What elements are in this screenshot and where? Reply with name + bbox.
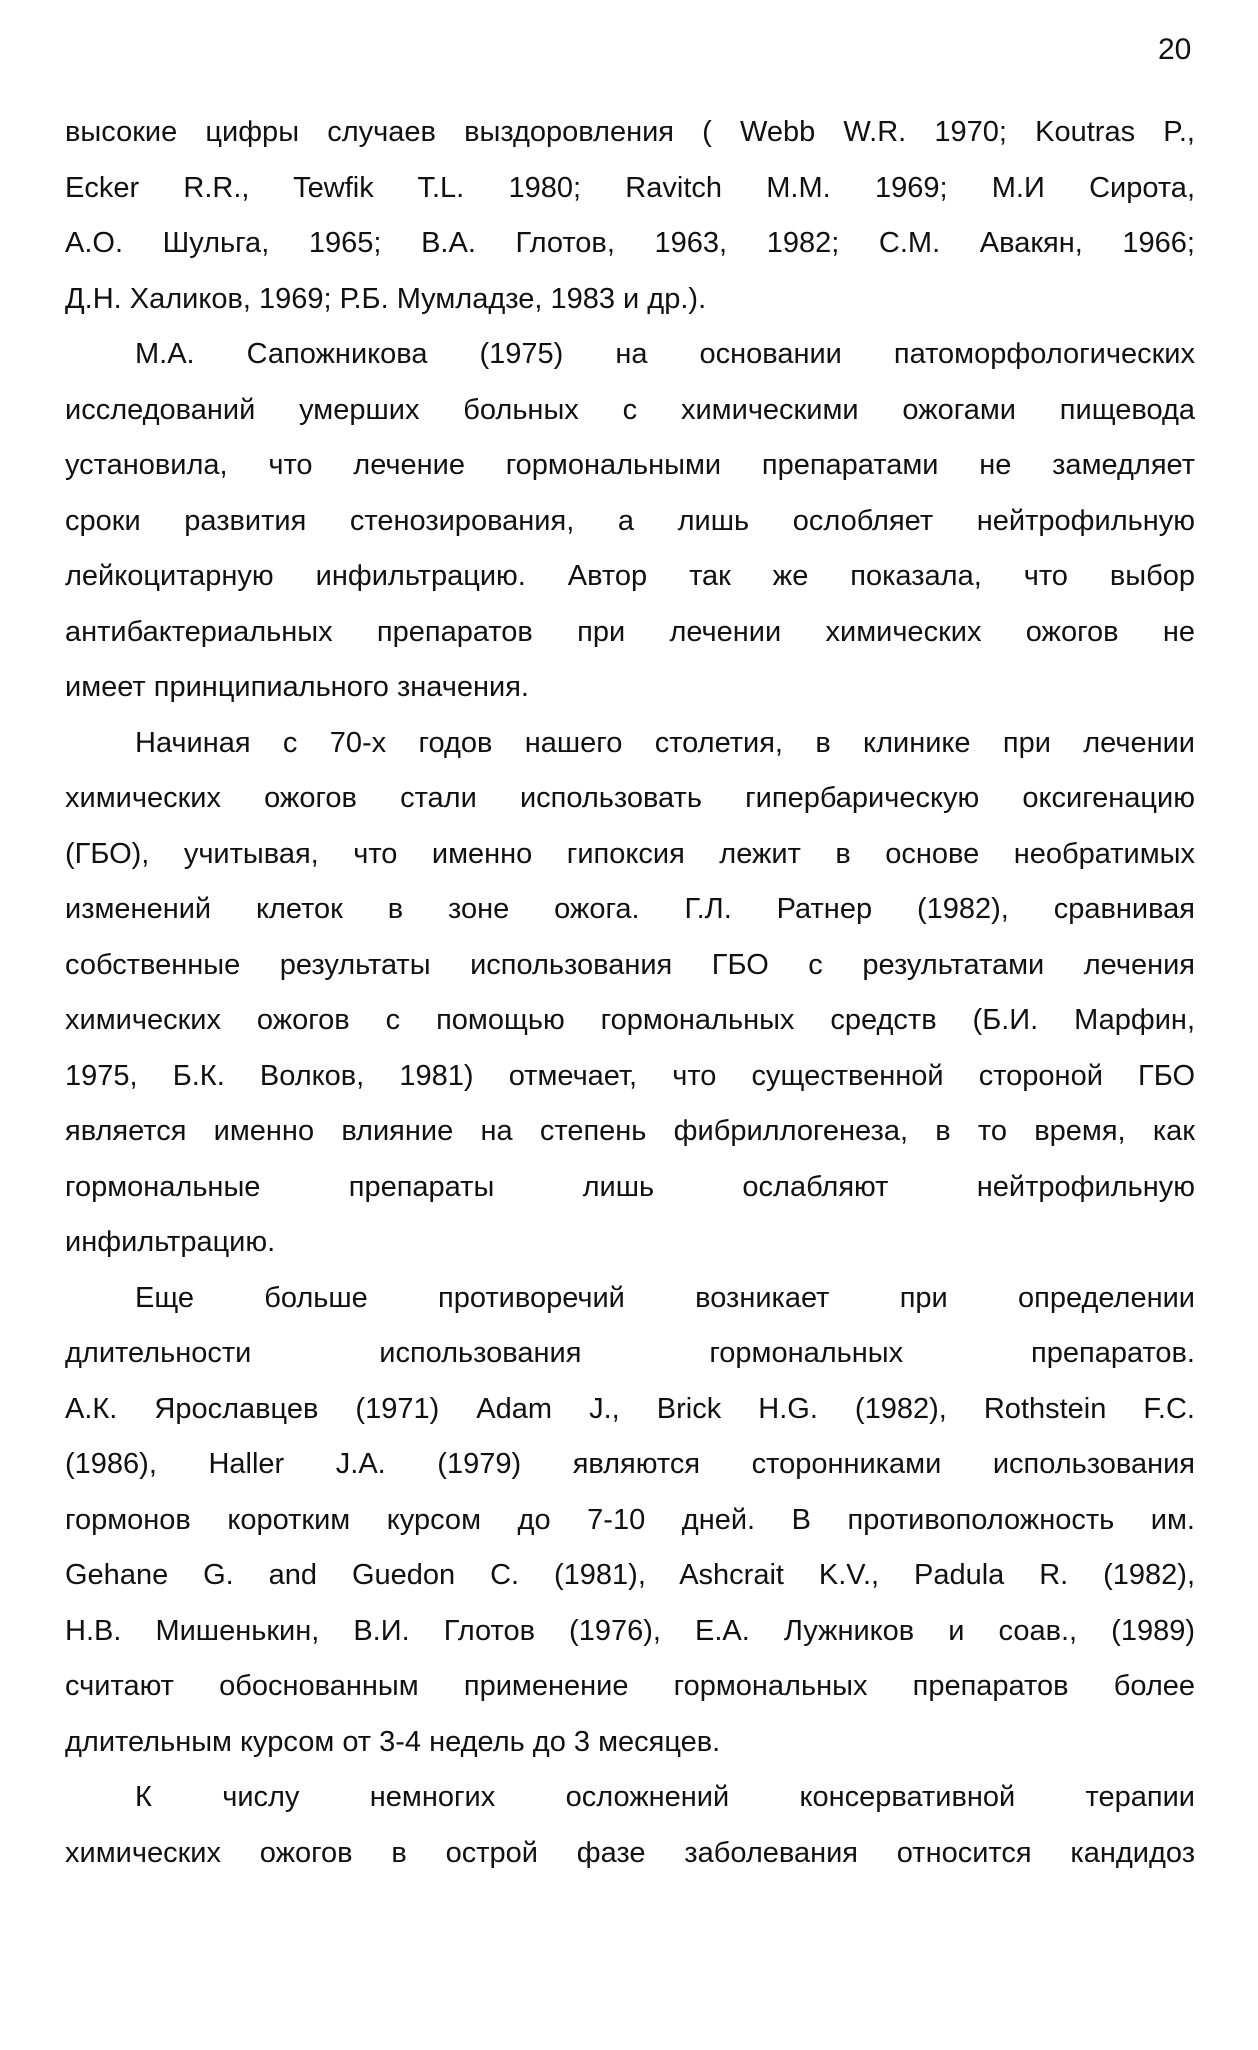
text-line: Gehane G. and Guedon C. (1981), Ashcrait K.V., Padula R. (1982), [65,1559,1195,1591]
text-line: Н.В. Мишенькин, В.И. Глотов (1976), Е.А. Лужников и соав., (1989) [65,1614,1195,1647]
text-line: антибактериальных препаратов при лечении химических ожогов не [65,615,1195,648]
text-line: Ecker R.R., Tewfik T.L. 1980; Ravitch M.M. 1969; М.И Сирота, [65,171,1195,204]
paragraph-first-line: Начиная с 70-х годов нашего столетия, в клинике при лечении [135,726,1195,759]
paragraph-first-line: К числу немногих осложнений консервативной терапии [135,1781,1195,1813]
text-line: инфильтрацию. [65,1226,276,1258]
text-line: 1975, Б.К. Волков, 1981) отмечает, что существенной стороной ГБО [65,1059,1195,1092]
text-line: сроки развития стенозирования, а лишь ослобляет нейтрофильную [65,504,1195,537]
text-line: А.К. Ярославцев (1971) Adam J., Brick H.G. (1982), Rothstein F.C. [65,1392,1195,1425]
text-line: высокие цифры случаев выздоровления ( Webb W.R. 1970; Koutras P., [65,116,1195,148]
text-line: (1986), Haller J.A. (1979) являются сторонниками использования [65,1448,1195,1480]
text-line: является именно влияние на степень фибриллогенеза, в то время, как [65,1115,1195,1147]
paragraph-first-line: М.А. Сапожникова (1975) на основании патоморфологических [135,338,1195,370]
text-line: химических ожогов с помощью гормональных средств (Б.И. Марфин, [65,1004,1195,1036]
text-line: (ГБО), учитывая, что именно гипоксия лежит в основе необратимых [65,837,1195,870]
text-line: установила, что лечение гормональными препаратами не замедляет [65,449,1195,481]
text-line: лейкоцитарную инфильтрацию. Автор так же показала, что выбор [65,560,1195,592]
text-line: Д.Н. Халиков, 1969; Р.Б. Мумладзе, 1983 и др.). [65,282,707,315]
text-line: гормональные препараты лишь ослабляют нейтрофильную [65,1170,1195,1203]
document-body [65,105,1195,1881]
text-line: гормонов коротким курсом до 7-10 дней. В противоположность им. [65,1503,1195,1536]
text-line: химических ожогов стали использовать гипербарическую оксигенацию [65,782,1195,814]
text-line: изменений клеток в зоне ожога. Г.Л. Ратнер (1982), сравнивая [65,893,1195,925]
text-line: длительным курсом от 3-4 недель до 3 месяцев. [65,1725,721,1758]
text-line: А.О. Шульга, 1965; В.А. Глотов, 1963, 1982; С.М. Авакян, 1966; [65,227,1195,259]
text-line: длительности использования гормональных препаратов. [65,1337,1195,1369]
paragraph-first-line: Еще больше противоречий возникает при определении [135,1281,1195,1314]
text-line: исследований умерших больных с химическими ожогами пищевода [65,393,1195,426]
text-line: считают обоснованным применение гормональных препаратов более [65,1670,1195,1702]
text-line: имеет принципиального значения. [65,671,529,703]
text-line: химических ожогов в острой фазе заболевания относится кандидоз [65,1836,1195,1869]
page-number: 20 [1158,33,1192,66]
text-line: собственные результаты использования ГБО с результатами лечения [65,948,1195,981]
